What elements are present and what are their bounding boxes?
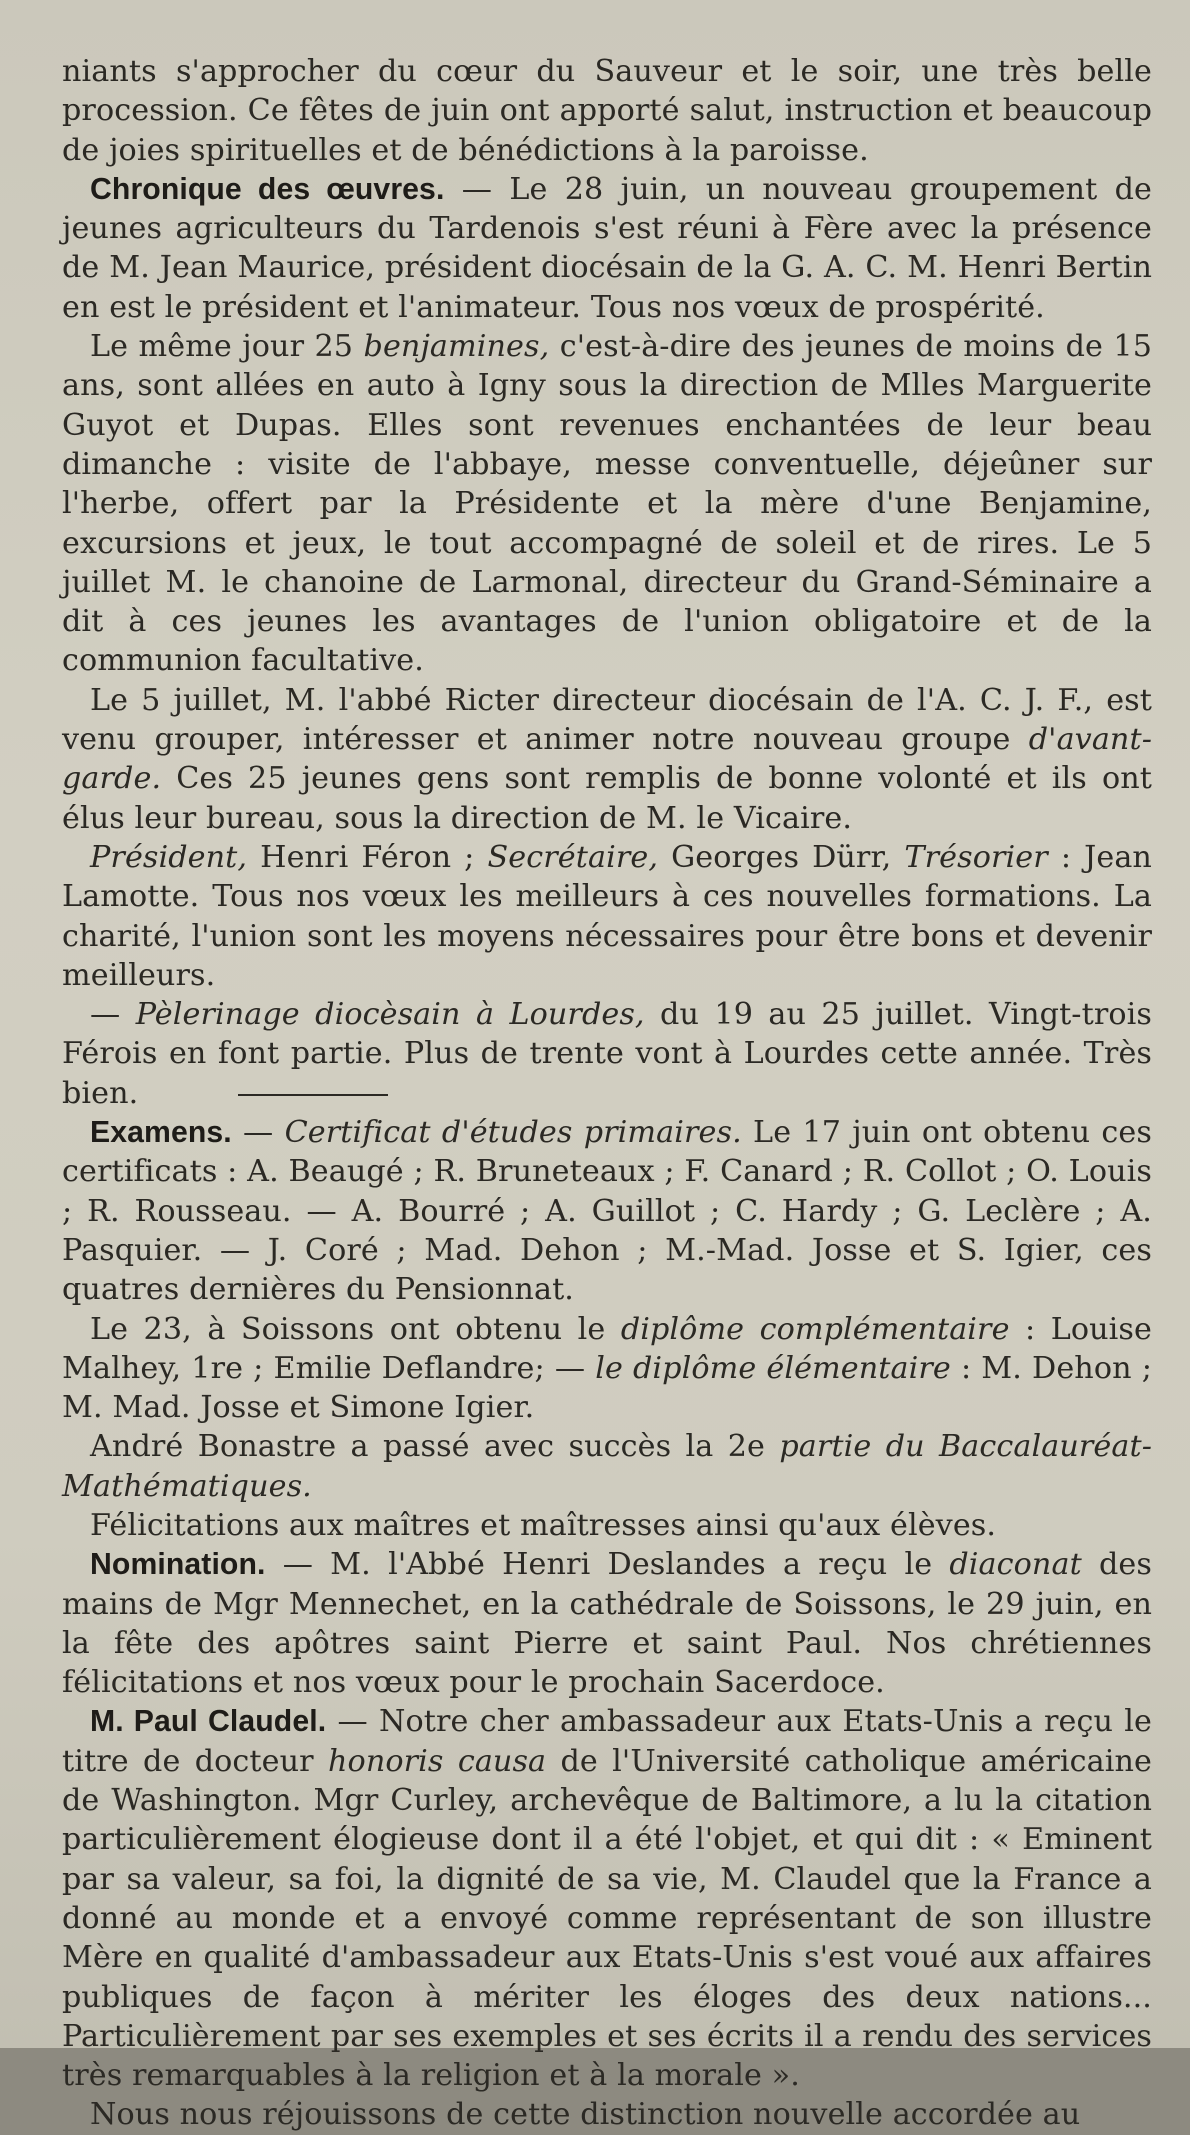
paragraph-soissons: Le 23, à Soissons ont obtenu le diplôme complémentaire : Louise Malhey, 1re ; Emilie Deflandre; — le diplôme élémentaire : M. Dehon ; M. Mad. Josse et Simone Igier. — [62, 1311, 1153, 1426]
paragraph-last: Nous nous réjouissons de cette distinction nouvelle accordée au — [90, 2097, 1081, 2133]
paragraph-chronique: Chronique des œuvres. — Le 28 juin, un nouveau groupement de jeunes agriculteurs du Tardenois s'est réuni à Fère avec la présence de M. Jean Maurice, président diocésain de la G. A. C. M. Henri Bertin en est le président et l'animateur. Tous nos vœux de prospérité. — [62, 171, 1153, 325]
paragraph-procession: niants s'approcher du cœur du Sauveur et le soir, une très belle procession. Ce fêtes de juin ont apporté salut, instruction et beaucoup de joies spirituelles et de bénédictions à la paroisse. — [62, 54, 1152, 168]
paragraph-bonastre: André Bonastre a passé avec succès la 2e partie du Baccalauréat-Mathématiques. — [62, 1429, 1152, 1504]
article-body — [62, 52, 1152, 2135]
separator-rule — [238, 1094, 388, 1096]
paragraph-acjf: Le 5 juillet, M. l'abbé Ricter directeur diocésain de l'A. C. J. F., est venu grouper, intéresser et animer notre nouveau groupe d'avant-garde. Ces 25 jeunes gens sont remplis de bonne volonté et ils ont élus leur bureau, sous la direction de M. le Vicaire. — [62, 682, 1152, 836]
paragraph-felicitations: Félicitations aux maîtres et maîtresses ainsi qu'aux élèves. — [90, 1507, 997, 1543]
paragraph-claudel: M. Paul Claudel. — Notre cher ambassadeur aux Etats-Unis a reçu le titre de docteur honoris causa de l'Université catholique américaine de Washington. Mgr Curley, archevêque de Baltimore, a lu la citation particulièrement élogieuse dont il a été l'objet, et qui dit : « Eminent par sa valeur, sa foi, la dignité de sa vie, M. Claudel que la France a donné au monde et a envoyé comme représentant de son illustre Mère en qualité d'ambassadeur aux Etats-Unis s'est voué aux affaires publiques de façon à mériter les éloges des deux nations... Particulièrement par ses exemples et ses écrits il a rendu des services très remarquables à la religion et à la morale ». — [62, 1704, 1152, 2094]
paragraph-nomination: Nomination. — M. l'Abbé Henri Deslandes a reçu le diaconat des mains de Mgr Mennechet, en la cathédrale de Soissons, le 29 juin, en la fête des apôtres saint Pierre et saint Paul. Nos chrétiennes félicitations et nos vœux pour le prochain Sacerdoce. — [62, 1547, 1152, 1701]
section-heading-claudel: M. Paul Claudel. — [90, 1705, 327, 1739]
section-heading-examens: Examens. — [90, 1116, 232, 1150]
paragraph-examens: Examens. — Certificat d'études primaires. Le 17 juin ont obtenu ces certificats : A. Beaugé ; R. Bruneteaux ; F. Canard ; R. Collot ; O. Louis ; R. Rousseau. — A. Bourré ; A. Guillot ; C. Hardy ; G. Leclère ; A. Pasquier. — J. Coré ; Mad. Dehon ; M.-Mad. Josse et S. Igier, ces quatres dernières du Pensionnat. — [62, 1115, 1152, 1308]
paragraph-benjamines: Le même jour 25 benjamines, c'est-à-dire des jeunes de moins de 15 ans, sont allées en auto à Igny sous la direction de Mlles Marguerite Guyot et Dupas. Elles sont revenues enchantées de leur beau dimanche : visite de l'abbaye, messe conventuelle, déjeûner sur l'herbe, offert par la Présidente et la mère d'une Benjamine, excursions et jeux, le tout accompagné de soleil et de rires. Le 5 juillet M. le chanoine de Larmonal, directeur du Grand-Séminaire a dit à ces jeunes les avantages de l'union obligatoire et de la communion facultative. — [62, 329, 1152, 679]
paragraph-bureau: Président, Henri Féron ; Secrétaire, Georges Dürr, Trésorier : Jean Lamotte. Tous nos vœux les meilleurs à ces nouvelles formations. La charité, l'union sont les moyens nécessaires pour être bons et devenir meilleurs. — [62, 839, 1152, 993]
section-heading-nomination: Nomination. — [90, 1548, 266, 1582]
section-heading-chronique: Chronique des œuvres. — [90, 172, 445, 206]
paragraph-pelerinage: — Pèlerinage diocèsain à Lourdes, du 19 au 25 juillet. Vingt-trois Férois en font partie. Plus de trente vont à Lourdes cette année. Très bien. — [62, 997, 1152, 1111]
